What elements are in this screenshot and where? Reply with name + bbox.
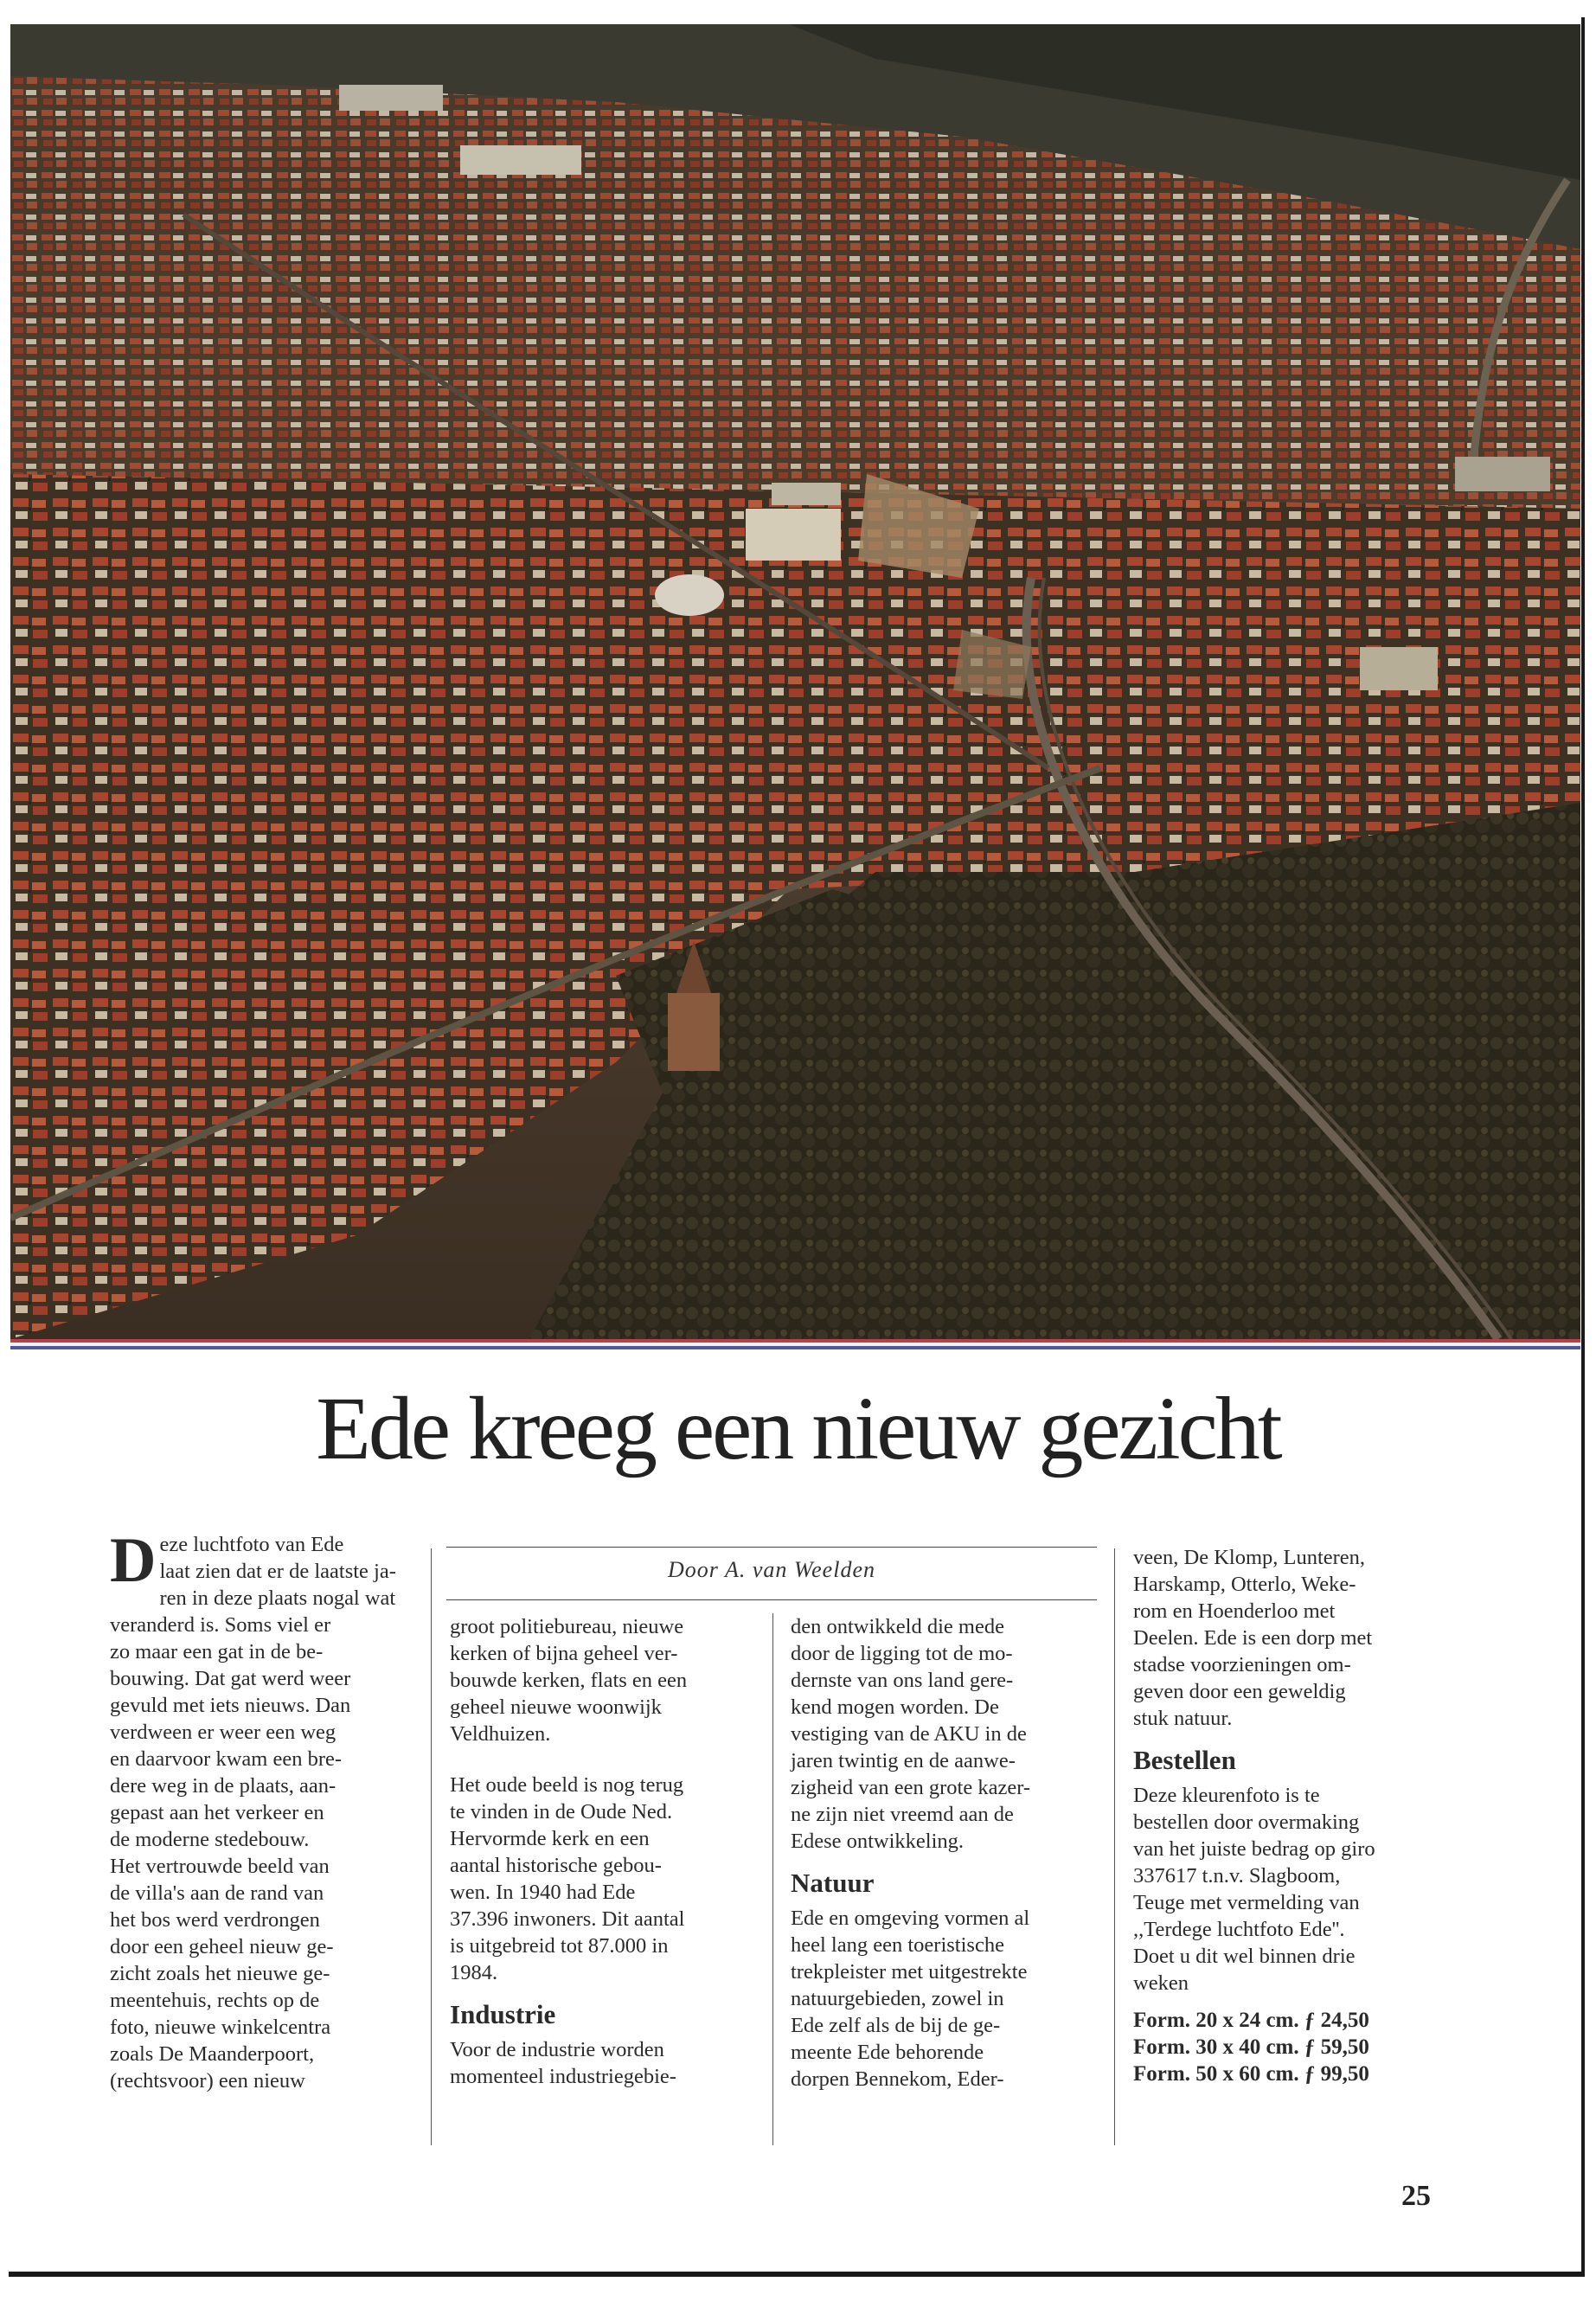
text-line: Teuge met vermelding van xyxy=(1133,1891,1360,1914)
text-line: door een geheel nieuw ge- xyxy=(110,1935,334,1958)
text-line: bestellen door overmaking xyxy=(1133,1811,1360,1834)
text-line: door de ligging tot de mo- xyxy=(791,1642,1013,1665)
subhead-bestellen: Bestellen xyxy=(1133,1745,1236,1775)
text-line: 37.396 inwoners. Dit aantal xyxy=(450,1907,685,1931)
byline-box xyxy=(446,1547,1097,1600)
price-line: Form. 50 x 60 cm. ƒ 99,50 xyxy=(1133,2062,1369,2086)
paragraph-gap xyxy=(1133,1997,1445,2007)
article-column-4 xyxy=(1133,1544,1445,2087)
text-line: de moderne stedebouw. xyxy=(110,1828,310,1851)
text-line: den ontwikkeld die mede xyxy=(791,1615,1004,1638)
text-line: kend mogen worden. De xyxy=(791,1695,999,1719)
text-line: en daarvoor kwam een bre- xyxy=(110,1747,343,1771)
text-line: geven door een geweldig xyxy=(1133,1680,1346,1703)
text-line: Harskamp, Otterlo, Weke- xyxy=(1133,1573,1356,1596)
text-line: Het vertrouwde beeld van xyxy=(110,1855,330,1878)
text-line: laat zien dat er de laatste ja- xyxy=(159,1560,396,1583)
text-line: groot politiebureau, nieuwe xyxy=(450,1615,684,1638)
text-line: veen, De Klomp, Lunteren, xyxy=(1133,1546,1366,1569)
article-title: Ede kreeg een nieuw gezicht xyxy=(316,1379,1280,1478)
text-line: kerken of bijna geheel ver- xyxy=(450,1642,678,1665)
text-line: 1984. xyxy=(450,1961,498,1984)
text-line: Veldhuizen. xyxy=(450,1722,551,1746)
text-line: zigheid van een grote kazer- xyxy=(791,1776,1031,1799)
subhead-natuur: Natuur xyxy=(791,1868,875,1898)
text-line: Ede zelf als de bij de ge- xyxy=(791,2014,1001,2037)
text-line: de villa's aan de rand van xyxy=(110,1881,324,1905)
text-line: Edese ontwikkeling. xyxy=(791,1830,965,1853)
article-column-1 xyxy=(110,1525,417,2094)
text-line: bouwing. Dat gat werd weer xyxy=(110,1667,351,1690)
text-line: Het oude beeld is nog terug xyxy=(450,1773,684,1797)
text-line: eze luchtfoto van Ede xyxy=(159,1533,344,1556)
text-line: meentehuis, rechts op de xyxy=(110,1989,320,2012)
text-line: aantal historische gebou- xyxy=(450,1854,662,1877)
price-line: Form. 30 x 40 cm. ƒ 59,50 xyxy=(1133,2035,1369,2059)
text-line: veranderd is. Soms viel er xyxy=(110,1613,331,1637)
text-line: zo maar een gat in de be- xyxy=(110,1640,324,1663)
text-line: trekpleister met uitgestrekte xyxy=(791,1960,1028,1984)
text-line: bouwde kerken, flats en een xyxy=(450,1669,688,1692)
text-line: te vinden in de Oude Ned. xyxy=(450,1800,673,1823)
text-line: rom en Hoenderloo met xyxy=(1133,1599,1336,1623)
text-line: gevuld met iets nieuws. Dan xyxy=(110,1694,351,1717)
page-number: 25 xyxy=(1401,2180,1431,2212)
text-line: verdween er weer een weg xyxy=(110,1721,337,1744)
text-line: meente Ede behorende xyxy=(791,2041,984,2064)
subhead-industrie: Industrie xyxy=(450,1999,556,2029)
text-line: het bos werd verdrongen xyxy=(110,1908,320,1932)
text-line: geheel nieuwe woonwijk xyxy=(450,1695,662,1719)
text-line: Deelen. Ede is een dorp met xyxy=(1133,1626,1373,1650)
price-line: Form. 20 x 24 cm. ƒ 24,50 xyxy=(1133,2009,1369,2032)
text-line: ren in deze plaats nogal wat xyxy=(159,1586,396,1610)
text-line: vestiging van de AKU in de xyxy=(791,1722,1027,1746)
text-line: van het juiste bedrag op giro xyxy=(1133,1837,1375,1861)
flag-stripe-blue xyxy=(10,1346,1580,1349)
text-line: jaren twintig en de aanwe- xyxy=(791,1749,1016,1772)
column-divider xyxy=(772,1613,773,2145)
text-line: dere weg in de plaats, aan- xyxy=(110,1774,337,1798)
aerial-photo-ede xyxy=(10,24,1580,1339)
byline: Door A. van Weelden xyxy=(668,1557,875,1582)
text-line: zoals De Maanderpoort, xyxy=(110,2042,315,2066)
column-divider xyxy=(431,1548,432,2145)
text-line: wen. In 1940 had Ede xyxy=(450,1881,636,1904)
paragraph-gap xyxy=(450,1747,761,1772)
text-line: natuurgebieden, zowel in xyxy=(791,1987,1004,2010)
flag-stripe xyxy=(10,1339,1580,1351)
text-line: ,,Terdege luchtfoto Ede''. xyxy=(1133,1918,1345,1941)
text-line: is uitgebreid tot 87.000 in xyxy=(450,1934,669,1958)
text-line: Voor de industrie worden xyxy=(450,2038,664,2061)
text-line: dorpen Bennekom, Eder- xyxy=(791,2067,1004,2091)
text-line: Hervormde kerk en een xyxy=(450,1827,650,1850)
text-line: momenteel industriegebie- xyxy=(450,2065,676,2088)
article-column-3 xyxy=(791,1613,1089,2093)
dropcap: D xyxy=(110,1525,157,1596)
article-column-2 xyxy=(450,1613,761,2090)
text-line: foto, nieuwe winkelcentra xyxy=(110,2016,331,2039)
text-line: heel lang een toeristische xyxy=(791,1933,1004,1957)
text-line: 337617 t.n.v. Slagboom, xyxy=(1133,1864,1341,1888)
text-line: (rechtsvoor) een nieuw xyxy=(110,2069,305,2093)
text-line: zicht zoals het nieuwe ge- xyxy=(110,1962,330,1985)
text-line: ne zijn niet vreemd aan de xyxy=(791,1803,1014,1826)
text-line: Ede en omgeving vormen al xyxy=(791,1907,1030,1930)
text-line: gepast aan het verkeer en xyxy=(110,1801,324,1824)
text-line: Deze kleurenfoto is te xyxy=(1133,1784,1320,1807)
aerial-photo-graphic xyxy=(10,24,1580,1339)
column-divider xyxy=(1114,1548,1115,2145)
text-line: stadse voorzieningen om- xyxy=(1133,1653,1351,1676)
text-line: Doet u dit wel binnen drie xyxy=(1133,1945,1356,1968)
text-line: stuk natuur. xyxy=(1133,1707,1233,1730)
text-line: dernste van ons land gere- xyxy=(791,1669,1014,1692)
text-line: weken xyxy=(1133,1971,1189,1995)
